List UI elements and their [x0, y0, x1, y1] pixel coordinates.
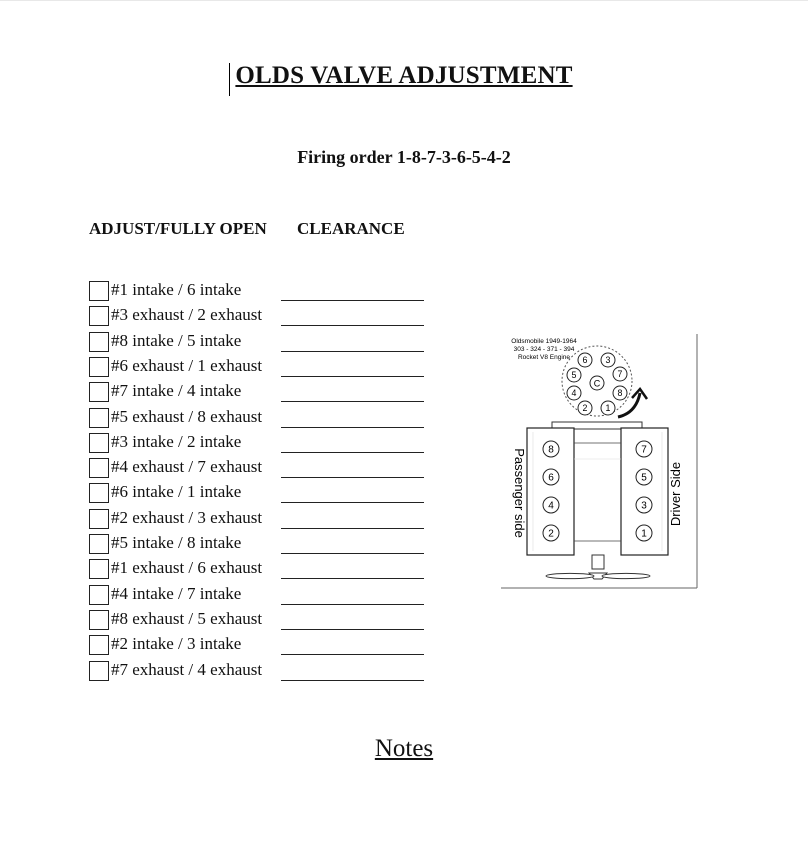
- clearance-entry-line[interactable]: [281, 629, 424, 630]
- row-label: #4 exhaust / 7 exhaust: [111, 457, 263, 477]
- diagram-caption-line1: Oldsmobile 1949-1964: [511, 338, 577, 345]
- row-label: #6 intake / 1 intake: [111, 482, 242, 502]
- passenger-cylinder-label: 2: [548, 528, 554, 540]
- diagram-caption-line2: 303 - 324 - 371 - 394: [513, 346, 575, 353]
- clearance-entry-line[interactable]: [281, 477, 424, 478]
- clearance-entry-line[interactable]: [281, 300, 424, 301]
- row-checkbox[interactable]: [89, 635, 109, 655]
- row-label: #4 intake / 7 intake: [111, 583, 242, 603]
- clearance-entry-line[interactable]: [281, 528, 424, 529]
- row-checkbox[interactable]: [89, 661, 109, 681]
- row-label: #5 exhaust / 8 exhaust: [111, 406, 263, 426]
- distributor-terminal-label: 1: [605, 403, 611, 414]
- passenger-cylinder-label: 8: [548, 444, 554, 456]
- row-label: #6 exhaust / 1 exhaust: [111, 355, 263, 375]
- passenger-cylinder-label: 4: [548, 500, 554, 512]
- valve-row: [89, 661, 429, 685]
- firing-order: Firing order 1-8-7-3-6-5-4-2: [297, 147, 511, 167]
- valve-row: [89, 433, 429, 457]
- row-checkbox[interactable]: [89, 306, 109, 326]
- valve-row: [89, 483, 429, 507]
- clearance-entry-line[interactable]: [281, 325, 424, 326]
- valve-row: [89, 509, 429, 533]
- row-checkbox[interactable]: [89, 408, 109, 428]
- text-cursor: [229, 63, 230, 96]
- row-label: #7 intake / 4 intake: [111, 381, 242, 401]
- valve-row: [89, 357, 429, 381]
- clearance-entry-line[interactable]: [281, 401, 424, 402]
- distributor-terminal-label: 8: [617, 388, 623, 399]
- clearance-entry-line[interactable]: [281, 604, 424, 605]
- valve-row: [89, 458, 429, 482]
- clearance-entry-line[interactable]: [281, 553, 424, 554]
- clearance-entry-line[interactable]: [281, 452, 424, 453]
- passenger-cylinder-label: 6: [548, 472, 554, 484]
- valve-row: [89, 610, 429, 634]
- valve-row: [89, 306, 429, 330]
- row-label: #8 exhaust / 5 exhaust: [111, 608, 263, 628]
- row-label: #2 intake / 3 intake: [111, 634, 242, 654]
- distributor-terminal-label: 6: [582, 355, 588, 366]
- row-checkbox[interactable]: [89, 610, 109, 630]
- row-label: #3 intake / 2 intake: [111, 431, 242, 451]
- clearance-entry-line[interactable]: [281, 680, 424, 681]
- row-checkbox[interactable]: [89, 559, 109, 579]
- row-checkbox[interactable]: [89, 458, 109, 478]
- engine-diagram: [500, 333, 700, 589]
- clearance-entry-line[interactable]: [281, 502, 424, 503]
- row-label: #1 exhaust / 6 exhaust: [111, 558, 263, 578]
- row-checkbox[interactable]: [89, 281, 109, 301]
- distributor-terminal-label: 5: [571, 370, 577, 381]
- fan-blade-left: [546, 573, 594, 578]
- clearance-entry-line[interactable]: [281, 578, 424, 579]
- row-label: #2 exhaust / 3 exhaust: [111, 507, 263, 527]
- driver-side-label: Driver Side: [668, 461, 683, 527]
- fan-blade-right: [602, 573, 650, 578]
- column-header-adjust: ADJUST/FULLY OPEN: [89, 219, 267, 238]
- page-title: OLDS VALVE ADJUSTMENT: [235, 62, 573, 89]
- notes-heading: Notes: [374, 735, 434, 762]
- page-top-border: [0, 0, 808, 1]
- row-checkbox[interactable]: [89, 483, 109, 503]
- row-checkbox[interactable]: [89, 382, 109, 402]
- distributor-terminal-label: 2: [582, 403, 588, 414]
- driver-cylinder-label: 7: [641, 444, 647, 456]
- clearance-entry-line[interactable]: [281, 351, 424, 352]
- passenger-side-label: Passenger side: [512, 448, 527, 538]
- clearance-entry-line[interactable]: [281, 427, 424, 428]
- valve-row: [89, 534, 429, 558]
- crank-pulley: [592, 555, 604, 569]
- column-header-clearance: CLEARANCE: [297, 219, 405, 238]
- diagram-caption-line3: Rocket V8 Engine: [517, 354, 571, 361]
- row-label: #3 exhaust / 2 exhaust: [111, 305, 263, 325]
- valve-row: [89, 635, 429, 659]
- distributor-terminal-label: 7: [617, 369, 623, 380]
- row-checkbox[interactable]: [89, 509, 109, 529]
- clearance-entry-line[interactable]: [281, 654, 424, 655]
- row-checkbox[interactable]: [89, 433, 109, 453]
- valve-row: [89, 585, 429, 609]
- row-checkbox[interactable]: [89, 585, 109, 605]
- distributor-terminal-label: 3: [605, 355, 611, 366]
- row-label: #8 intake / 5 intake: [111, 330, 242, 350]
- driver-cylinder-label: 3: [641, 500, 647, 512]
- valve-row: [89, 281, 429, 305]
- row-checkbox[interactable]: [89, 534, 109, 554]
- row-label: #1 intake / 6 intake: [111, 280, 242, 299]
- valve-row: [89, 332, 429, 356]
- valve-row: [89, 408, 429, 432]
- driver-cylinder-label: 1: [641, 528, 647, 540]
- row-label: #7 exhaust / 4 exhaust: [111, 659, 263, 679]
- valve-row: [89, 559, 429, 583]
- distributor-terminal-label: 4: [571, 388, 577, 399]
- valve-row: [89, 382, 429, 406]
- row-checkbox[interactable]: [89, 357, 109, 377]
- row-label: #5 intake / 8 intake: [111, 533, 242, 552]
- row-checkbox[interactable]: [89, 332, 109, 352]
- clearance-entry-line[interactable]: [281, 376, 424, 377]
- driver-cylinder-label: 5: [641, 472, 647, 484]
- distributor-center-label: C: [593, 378, 601, 389]
